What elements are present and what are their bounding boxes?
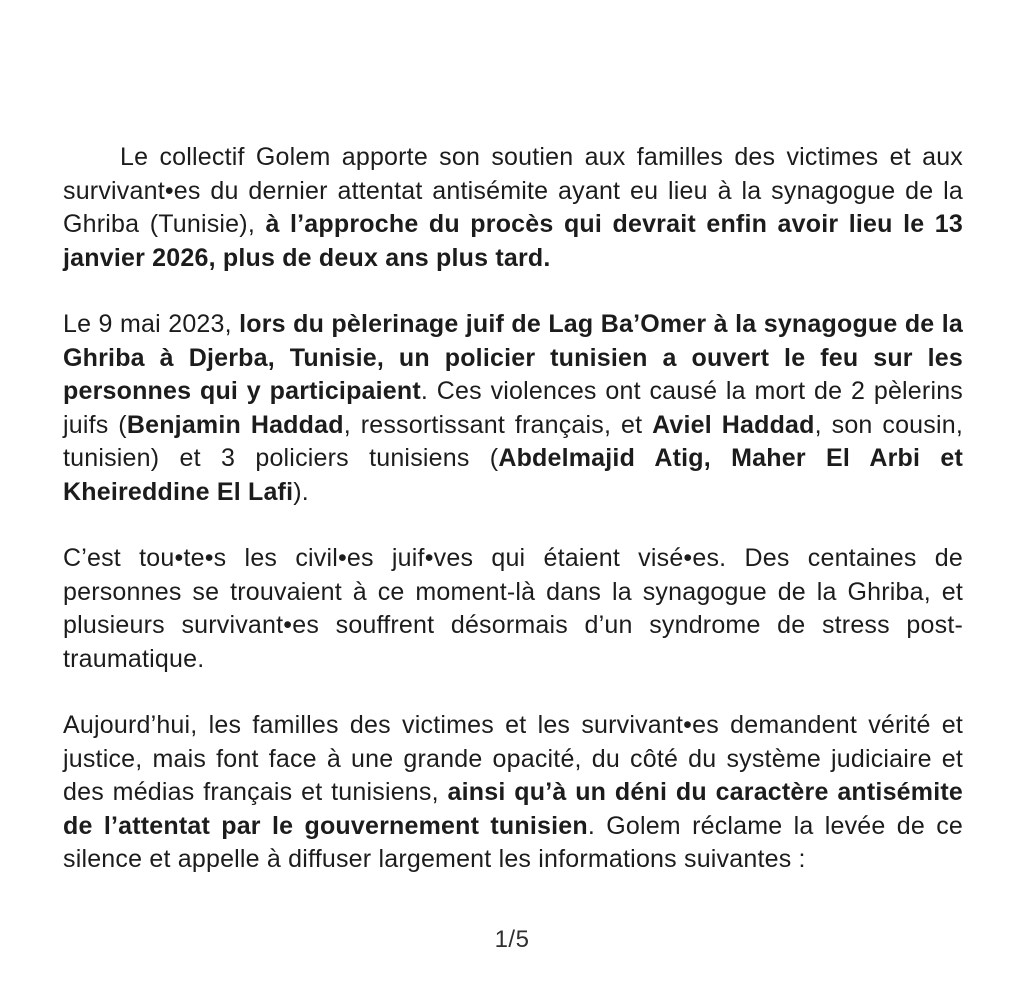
paragraph: [63, 141, 963, 275]
paragraph: [63, 542, 963, 676]
text-segment: , son cousin, tunisien) et 3 policiers tunisiens (: [63, 410, 963, 472]
text-segment: Le 9 mai 2023,: [63, 310, 240, 338]
text-segment-bold: Benjamin Haddad: [126, 410, 344, 439]
text-segment: Le collectif Golem apporte son soutien aux familles des victimes et aux survivant•es du dernier attentat antisémite ayant eu lieu à la synagogue de la Ghriba (Tunisie),: [63, 143, 963, 238]
paragraph: [63, 709, 963, 877]
text-segment-bold: lors du pèlerinage juif de Lag Ba’Omer à la synagogue de la Ghriba à Djerba, Tunisie, un policier tunisien a ouvert le feu sur les personnes qui y participaient: [63, 310, 963, 405]
text-segment-bold: ainsi qu’à un déni du caractère antisémite de l’attentat par le gouvernement tunisien: [63, 778, 963, 840]
page-indicator: 1/5: [494, 926, 530, 953]
text-segment: Aujourd’hui, les familles des victimes et les survivant•es demandent vérité et justice, mais font face à une grande opacité, du côté du système judiciaire et des médias français et tunisiens,: [63, 711, 963, 806]
text-segment: C’est tou•te•s les civil•es juif•ves qui étaient visé•es. Des centaines de personnes se trouvaient à ce moment-là dans la synagogue de la Ghriba, et plusieurs survivant•es souffrent désormais d’un syndrome de stress post-traumatique.: [63, 544, 963, 673]
text-segment: ).: [293, 477, 309, 506]
document-body: [63, 141, 963, 910]
text-segment-bold: à l’approche du procès qui devrait enfin avoir lieu le 13 janvier 2026, plus de deux ans plus tard.: [63, 210, 963, 272]
text-segment-bold: Abdelmajid Atig, Maher El Arbi et Kheireddine El Lafi: [63, 444, 963, 506]
text-segment: . Ces violences ont causé la mort de 2 pèlerins juifs (: [63, 377, 963, 439]
paragraph: [63, 308, 963, 509]
text-segment: , ressortissant français, et: [343, 410, 653, 439]
text-segment-bold: Aviel Haddad: [652, 410, 815, 439]
text-segment: . Golem réclame la levée de ce silence et appelle à diffuser largement les informations suivantes :: [63, 811, 963, 873]
